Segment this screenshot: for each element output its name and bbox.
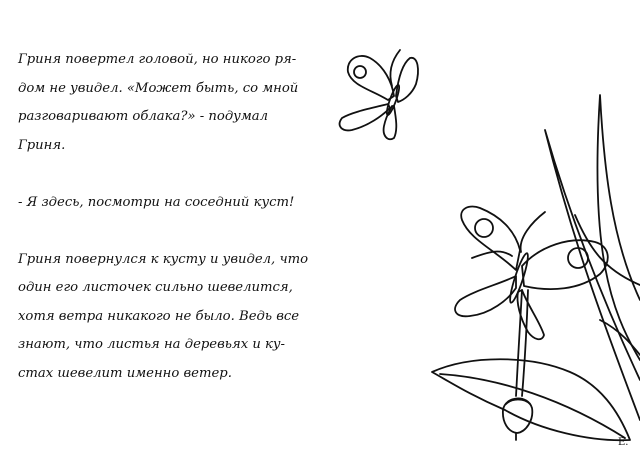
stem-line	[522, 290, 528, 396]
paragraph-gap	[18, 160, 318, 189]
wing-spot	[568, 248, 588, 268]
story-line: разговаривают облака?» - подумал	[18, 109, 269, 124]
leaf-vein	[440, 374, 625, 438]
butterfly-upper-wing	[522, 240, 608, 289]
butterfly-upper-wing	[461, 207, 520, 271]
artist-signature: E.	[618, 437, 629, 448]
story-line: один его листочек сильно шевелится,	[18, 280, 293, 295]
line-art-illustration	[318, 0, 640, 452]
butterfly-lower-wing	[340, 104, 390, 130]
story-text	[18, 46, 318, 388]
story-line: знают, что листья на деревьях и ку-	[18, 337, 285, 352]
butterfly-antenna	[521, 212, 545, 252]
story-line: Гриня повернулся к кусту и увидел, что	[18, 251, 309, 267]
grass-blade	[545, 130, 640, 420]
wing-spot	[354, 66, 366, 78]
butterfly-antenna	[472, 252, 512, 258]
butterfly-upper-wing	[396, 58, 418, 102]
butterfly-lower-wing	[384, 106, 397, 139]
big-leaf	[432, 359, 630, 440]
paragraph-gap	[18, 217, 318, 246]
story-line: Гриня.	[18, 137, 66, 153]
story-line: дом не увидел. «Может быть, со мной	[18, 80, 299, 96]
small-butterfly	[340, 50, 418, 139]
butterfly-lower-wing	[455, 276, 516, 316]
leaf-outline	[432, 359, 630, 440]
story-line: Гриня повертел головой, но никого ря-	[18, 52, 297, 67]
wing-spot	[475, 219, 493, 237]
story-line: стах шевелит именно ветер.	[18, 365, 232, 381]
story-line: - Я здесь, посмотри на соседний куст!	[18, 194, 295, 210]
grass-blades	[545, 95, 640, 420]
large-butterfly	[455, 207, 608, 340]
story-line: хотя ветра никакого не было. Ведь все	[18, 308, 300, 324]
butterfly-upper-wing	[348, 56, 394, 100]
